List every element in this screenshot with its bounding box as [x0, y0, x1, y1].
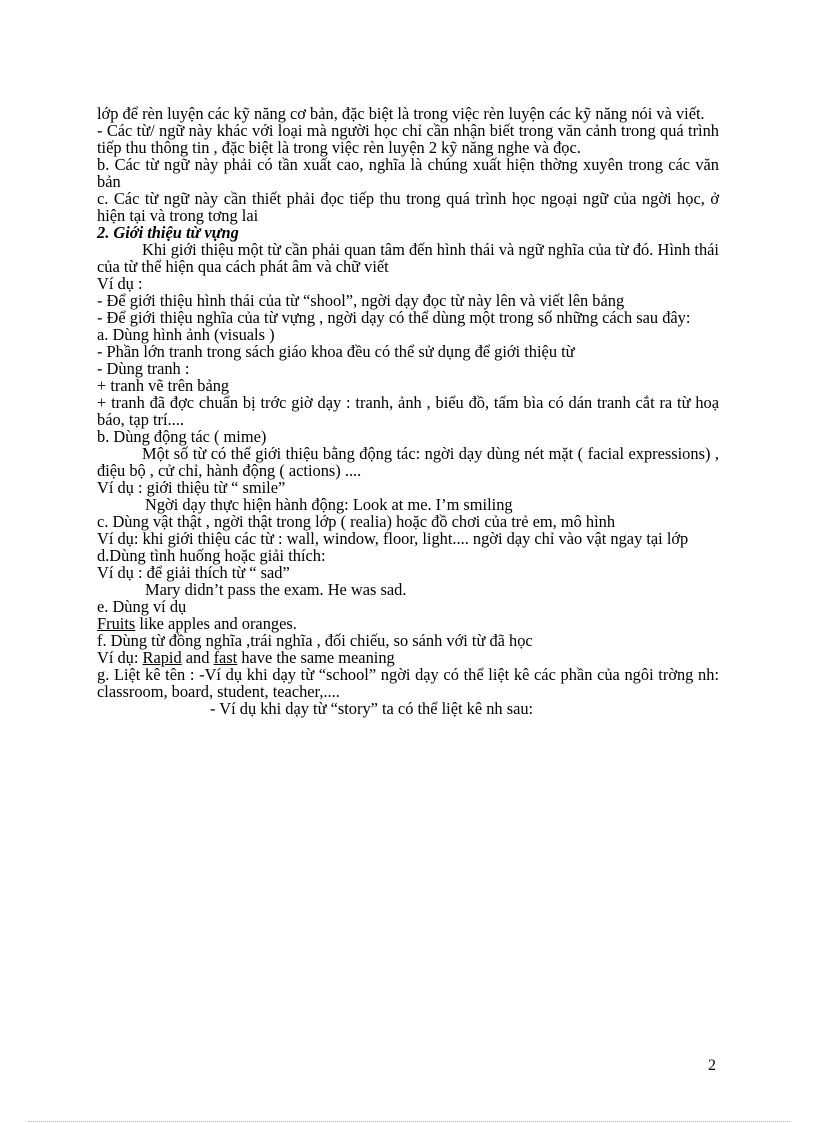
example-label: Ví dụ : [97, 274, 143, 293]
visuals-line: + tranh đã đợc chuẩn bị trớc giờ dạy : tranh, ảnh , biểu đồ, tấm bìa có dán tranh cắt ra từ hoạ báo, tạp trí.... [97, 393, 719, 429]
paragraph: b. Các từ ngữ này phải có tần xuất cao, nghĩa là chúng xuất hiện thờng xuyên trong các văn bản [97, 155, 719, 191]
mime-title: b. Dùng động tác ( mime) [97, 427, 267, 446]
visuals-title: a. Dùng hình ảnh (visuals ) [97, 325, 275, 344]
mime-example-detail: Ngời dạy thực hiện hành động: Look at me. I’m smiling [145, 495, 513, 514]
underlined-word: fast [213, 648, 238, 667]
paragraph: lớp để rèn luyện các kỹ năng cơ bản, đặc biệt là trong việc rèn luyện các kỹ năng nói và viết. [97, 104, 705, 123]
section-heading: 2. Giới thiệu từ vựng [97, 223, 239, 242]
mime-body: Một số từ có thể giới thiệu bằng động tác: ngời dạy dùng nét mặt ( facial expressions) , điệu bộ , cử chỉ, hành động ( actions) .... [97, 444, 719, 480]
example-line: - Để giới thiệu nghĩa của từ vựng , ngời dạy có thể dùng một trong số những cách sau đây: [97, 308, 691, 327]
intro-paragraph: Khi giới thiệu một từ cần phải quan tâm đến hình thái và ngữ nghĩa của từ đó. Hình thái của từ thể hiện qua cách phát âm và chữ viết [97, 240, 719, 276]
visuals-line: - Dùng tranh : [97, 359, 190, 378]
underlined-word: Rapid [142, 648, 182, 667]
examples-line [97, 615, 719, 632]
underlined-word: Fruits [97, 614, 136, 633]
realia-example: Ví dụ: khi giới thiệu các từ : wall, window, floor, light.... ngời dạy chỉ vào vật ngay tại lớp [97, 529, 689, 548]
visuals-line: - Phần lớn tranh trong sách giáo khoa đều có thể sử dụng để giới thiệu từ [97, 342, 575, 361]
examples-title: e. Dùng ví dụ [97, 597, 187, 616]
situation-example: Ví dụ : để giải thích từ “ sad” [97, 563, 290, 582]
page-number: 2 [708, 1057, 716, 1074]
page-body [97, 105, 719, 717]
synonyms-example [97, 649, 719, 666]
visuals-line: + tranh vẽ trên bảng [97, 376, 230, 395]
listing-title: g. Liệt kê tên : -Ví dụ khi dạy từ “school” ngời dạy có thể liệt kê các phần của ngôi trờng nh: classroom, board, student, teacher,.... [97, 665, 719, 701]
synonyms-suffix: have the same meaning [237, 648, 395, 667]
synonyms-title: f. Dùng từ đồng nghĩa ,trái nghĩa , đối chiếu, so sánh với từ đã học [97, 631, 533, 650]
paragraph: c. Các từ ngữ này cần thiết phải đọc tiếp thu trong quá trình học ngoại ngữ của ngời học, ở hiện tại và trong tơng lai [97, 189, 719, 225]
synonyms-prefix: Ví dụ: [97, 648, 143, 667]
example-line: - Để giới thiệu hình thái của từ “shool”, ngời dạy đọc từ này lên và viết lên bảng [97, 291, 625, 310]
situation-title: d.Dùng tình huống hoặc giải thích: [97, 546, 326, 565]
realia-title: c. Dùng vật thật , ngời thật trong lớp ( realia) hoặc đồ chơi của trẻ em, mô hình [97, 512, 616, 531]
examples-rest: like apples and oranges. [135, 614, 297, 633]
paragraph: - Các từ/ ngữ này khác với loại mà người học chỉ cần nhận biết trong văn cảnh trong quá trình tiếp thu thông tin , đặc biệt là trong việc rèn luyện 2 kỹ năng nghe và đọc. [97, 121, 719, 157]
situation-example-detail: Mary didn’t pass the exam. He was sad. [145, 580, 407, 599]
footer-divider [28, 1121, 790, 1122]
listing-dash-line: - Ví dụ khi dạy từ “story” ta có thể liệt kê nh sau: [210, 699, 534, 718]
mime-example: Ví dụ : giới thiệu từ “ smile” [97, 478, 286, 497]
synonyms-mid: and [181, 648, 214, 667]
